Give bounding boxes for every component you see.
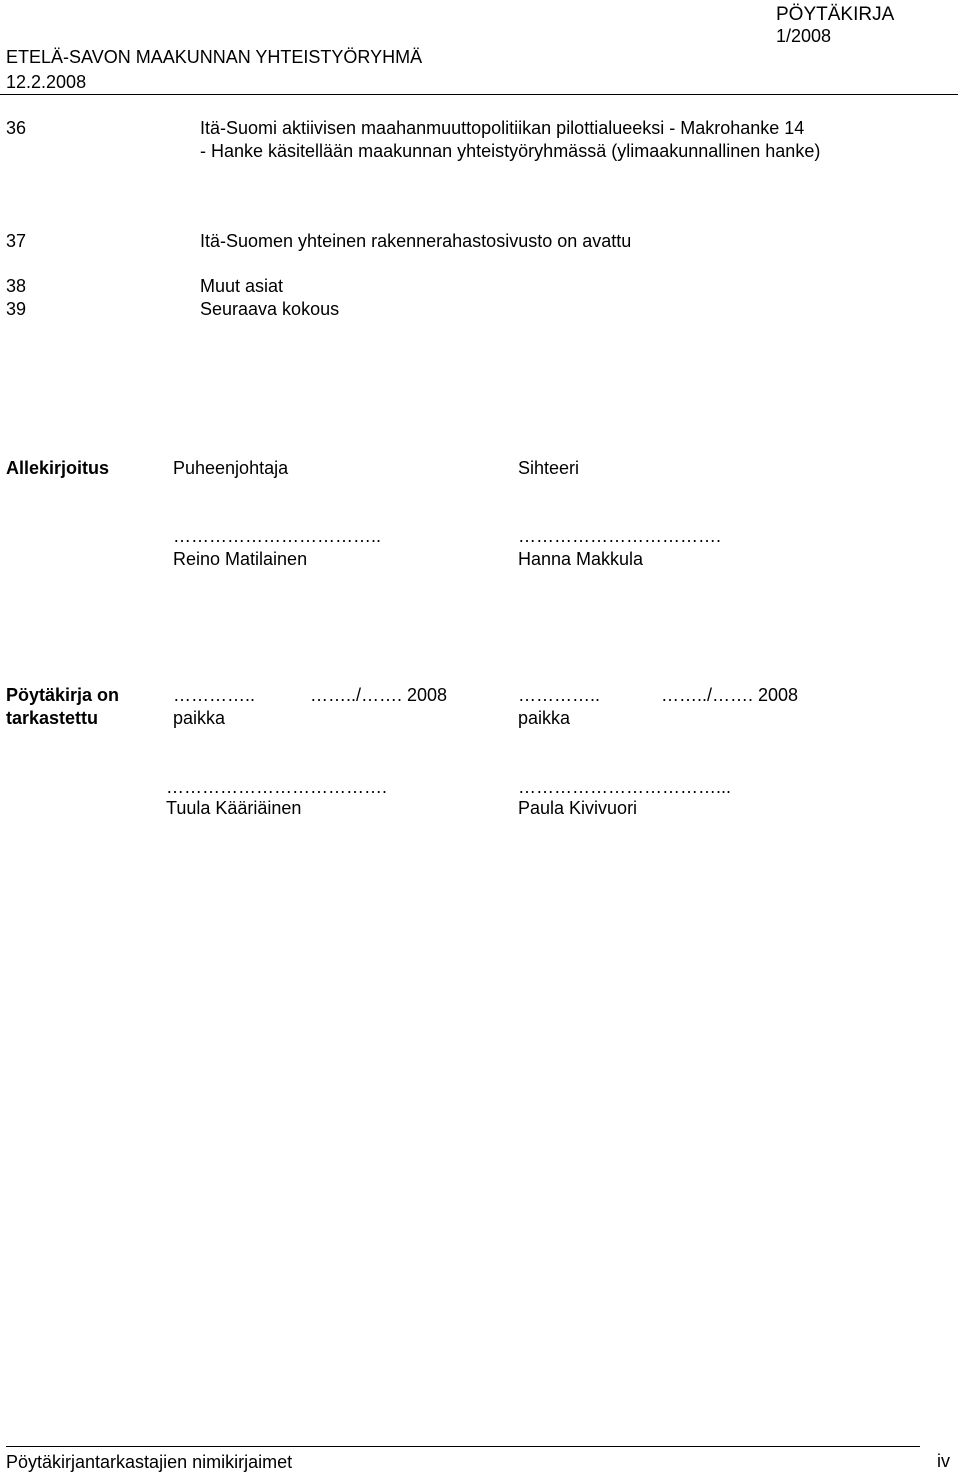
secretary-name: Hanna Makkula: [518, 549, 644, 569]
verifier2-signature-line: ……………………………...: [518, 777, 732, 797]
header-divider: [0, 94, 958, 95]
agenda-title-36-line2: - Hanke käsitellään maakunnan yhteistyöryhmässä (ylimaakunnallinen hanke): [200, 141, 821, 161]
footer-initials-label: Pöytäkirjantarkastajien nimikirjaimet: [6, 1452, 293, 1472]
agenda-number-39: 39: [6, 299, 27, 319]
agenda-number-36: 36: [6, 118, 27, 138]
verifier2-name: Paula Kivivuori: [518, 798, 638, 818]
verifier1-place-label: paikka: [173, 708, 226, 728]
meeting-date: 12.2.2008: [6, 72, 87, 92]
footer-divider: [6, 1446, 920, 1447]
agenda-number-37: 37: [6, 231, 27, 251]
verifier2-place-label: paikka: [518, 708, 571, 728]
signature-label: Allekirjoitus: [6, 458, 110, 478]
verifier1-signature-line: ……………………………….: [166, 777, 388, 797]
chair-role: Puheenjohtaja: [173, 458, 289, 478]
document-number: 1/2008: [776, 26, 832, 46]
chair-signature-line: ……………………………..: [173, 526, 382, 546]
agenda-number-38: 38: [6, 276, 27, 296]
agenda-title-38: Muut asiat: [200, 276, 284, 296]
verifier1-name: Tuula Kääriäinen: [166, 798, 302, 818]
secretary-role: Sihteeri: [518, 458, 580, 478]
agenda-title-39: Seuraava kokous: [200, 299, 340, 319]
verification-label-line1: Pöytäkirja on: [6, 685, 120, 705]
document-type: PÖYTÄKIRJA: [776, 4, 895, 25]
verifier2-date-line: ……../……. 2008: [661, 685, 799, 705]
verifier1-place-line: …………..: [173, 685, 256, 705]
agenda-title-36-line1: Itä-Suomi aktiivisen maahanmuuttopolitiikan pilottialueeksi - Makrohanke 14: [200, 118, 805, 138]
verification-label-line2: tarkastettu: [6, 708, 99, 728]
verifier2-place-line: …………..: [518, 685, 601, 705]
secretary-signature-line: …………………………….: [518, 526, 722, 546]
organization-name: ETELÄ-SAVON MAAKUNNAN YHTEISTYÖRYHMÄ: [6, 47, 423, 67]
page-number: iv: [937, 1451, 950, 1471]
verifier1-date-line: ……../……. 2008: [310, 685, 448, 705]
chair-name: Reino Matilainen: [173, 549, 308, 569]
agenda-title-37: Itä-Suomen yhteinen rakennerahastosivusto on avattu: [200, 231, 632, 251]
